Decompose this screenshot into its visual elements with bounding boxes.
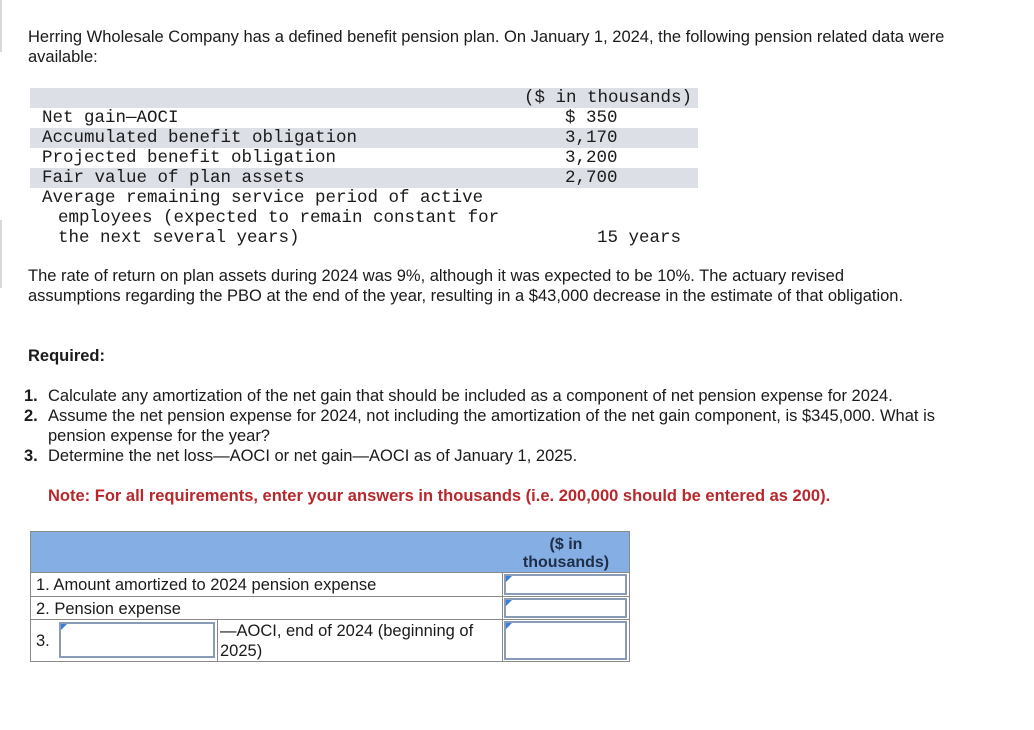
- note-text: Note: For all requirements, enter your answers in thousands (i.e. 200,000 should be entered as 200).: [48, 487, 831, 505]
- list-number: 1.: [24, 387, 38, 405]
- row-value-service: 15 years: [597, 228, 682, 248]
- left-edge-marker: [0, 220, 2, 288]
- list-text: Assume the net pension expense for 2024, not including the amortization of the net gain component, is $345,000. What is pension expense for the year?: [48, 407, 935, 445]
- input-marker-icon: [506, 600, 512, 606]
- table-unit-header: ($ in thousands): [524, 88, 693, 108]
- list-text: Calculate any amortization of the net gain that should be included as a component of net pension expense for 2024.: [48, 387, 893, 405]
- row-label-plan-assets: Fair value of plan assets: [42, 168, 305, 188]
- list-item: [24, 446, 988, 466]
- input-marker-icon: [61, 624, 67, 630]
- row-value-pbo: 3,200: [565, 148, 618, 168]
- input-marker-icon: [506, 623, 512, 629]
- row-label: 2. Pension expense: [36, 600, 181, 618]
- problem-intro: Herring Wholesale Company has a defined benefit pension plan. On January 1, 2024, the following pension related data were available:: [28, 28, 945, 66]
- required-heading: Required:: [28, 347, 106, 365]
- list-item: [24, 386, 988, 406]
- row-value-plan-assets: 2,700: [565, 168, 618, 188]
- list-text: Determine the net loss—AOCI or net gain—AOCI as of January 1, 2025.: [48, 447, 578, 465]
- rate-paragraph: The rate of return on plan assets during 2024 was 9%, although it was expected to be 10%. The actuary revised assumptions regarding the PBO at the end of the year, resulting in a $43,000 decrease in the estimate of that obligation.: [28, 267, 904, 305]
- list-item: [24, 406, 988, 446]
- cell-divider: [502, 597, 503, 619]
- pension-expense-input[interactable]: [504, 598, 627, 618]
- row-label-service-2: employees (expected to remain constant for: [58, 208, 500, 228]
- input-marker-icon: [506, 576, 512, 582]
- left-edge-marker: [0, 0, 2, 52]
- answer-table: [30, 531, 630, 662]
- row-label-pbo: Projected benefit obligation: [42, 148, 337, 168]
- column-header: ($ in thousands): [522, 536, 610, 571]
- row-label-service-1: Average remaining service period of active: [42, 188, 484, 208]
- list-number: 3.: [24, 447, 38, 465]
- row-value-abo: 3,170: [565, 128, 618, 148]
- row-label-service-3: the next several years): [58, 228, 300, 248]
- row-label: —AOCI, end of 2024 (beginning of 2025): [220, 622, 474, 660]
- cell-divider: [502, 620, 503, 661]
- gain-loss-select[interactable]: [59, 622, 215, 658]
- row-label-abo: Accumulated benefit obligation: [42, 128, 358, 148]
- cell-divider: [217, 620, 218, 661]
- answer-table-header: [30, 531, 630, 573]
- cell-divider: [502, 573, 503, 596]
- row-label: 1. Amount amortized to 2024 pension expense: [36, 576, 377, 594]
- list-number: 2.: [24, 407, 38, 425]
- requirements-list: [24, 386, 988, 466]
- row-number: 3.: [36, 632, 50, 650]
- aoci-input[interactable]: [504, 621, 627, 660]
- answer-row-pension-expense: [30, 597, 630, 620]
- answer-row-aoci: [30, 620, 630, 662]
- answer-row-amortization: [30, 573, 630, 597]
- amortization-input[interactable]: [504, 574, 627, 595]
- row-label-net-gain: Net gain—AOCI: [42, 108, 179, 128]
- row-value-net-gain: $ 350: [565, 108, 618, 128]
